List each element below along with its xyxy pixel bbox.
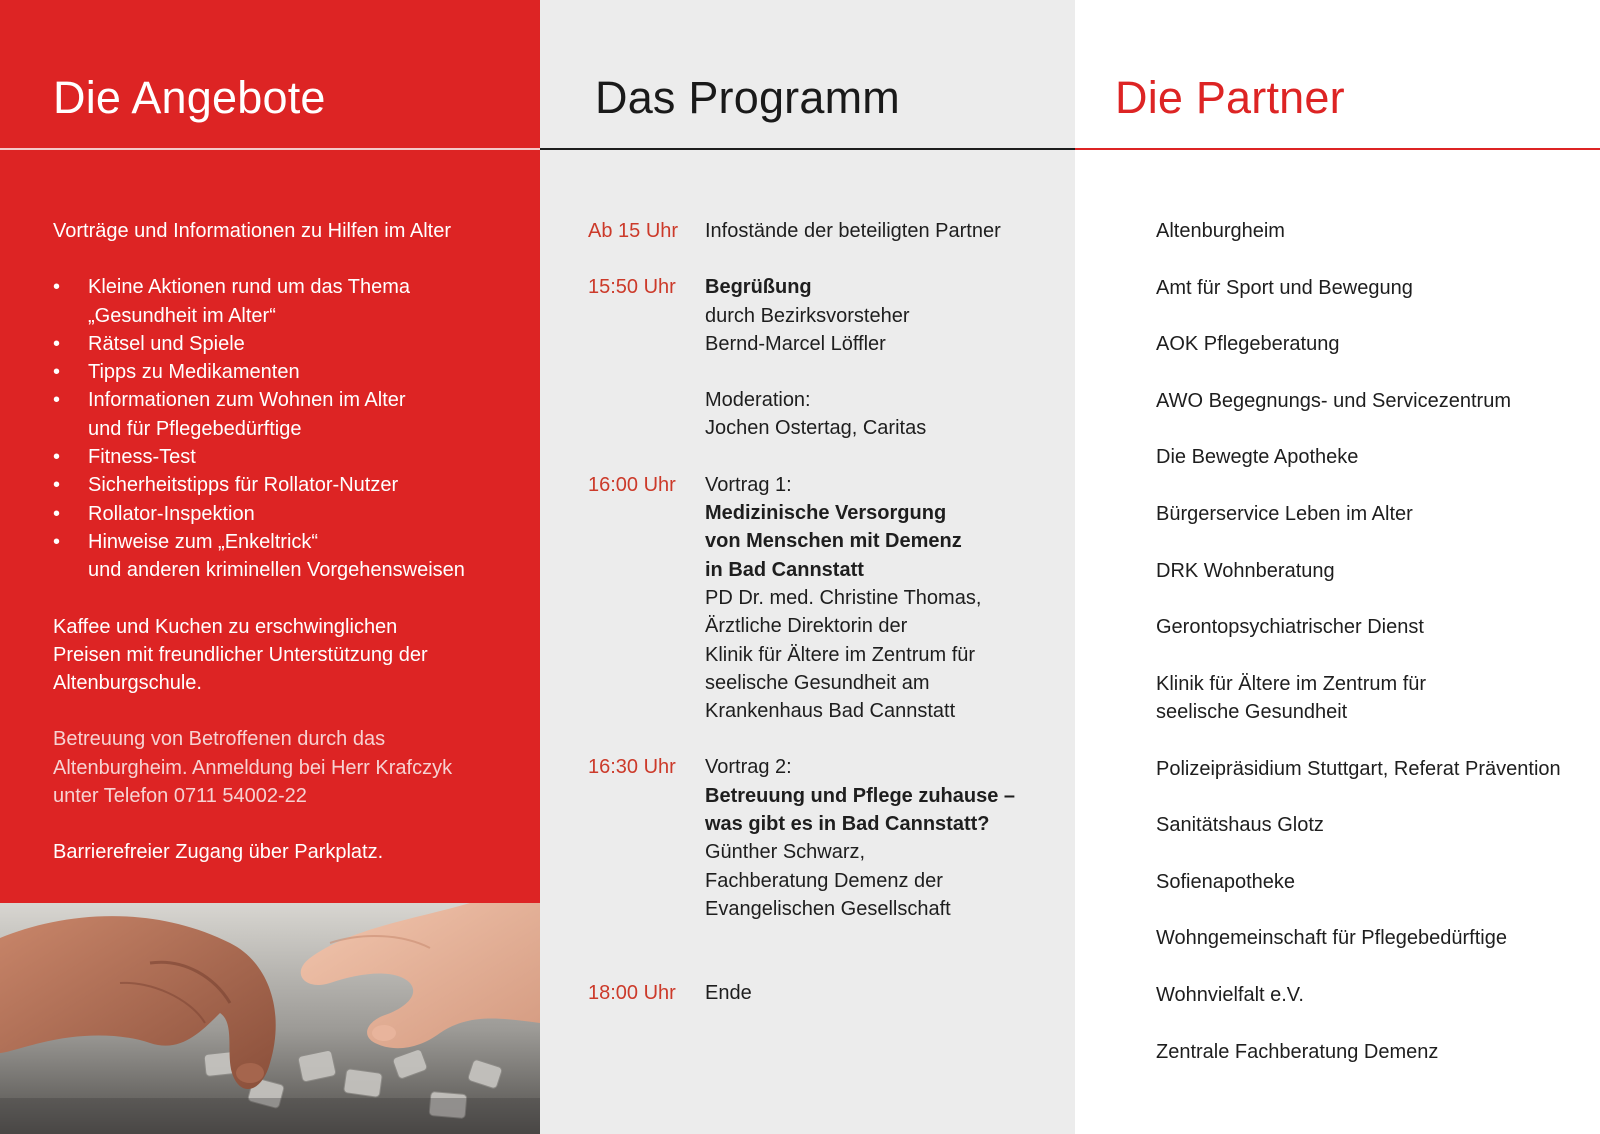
- angebote-divider: [0, 148, 540, 150]
- partner-item: Klinik für Ältere im Zentrum für seelische Gesundheit: [1156, 672, 1427, 724]
- partner-item: AWO Begegnungs- und Servicezentrum: [1156, 389, 1511, 412]
- list-item: • Fitness-Test: [53, 443, 523, 471]
- partner-item: Sofienapotheke: [1156, 870, 1296, 893]
- bullet-icon: •: [53, 530, 61, 553]
- partner-list: [1156, 217, 1596, 1094]
- bullet-icon: •: [53, 446, 61, 469]
- partner-column: [1075, 0, 1600, 1134]
- hands-puzzle-image: [0, 903, 540, 1134]
- angebote-title: Die Angebote: [53, 72, 326, 123]
- partner-item: Wohnvielfalt e.V.: [1156, 984, 1304, 1007]
- programm-description: Vortrag 1: Medizinische Versorgung von Menschen mit Demenz in Bad Cannstatt PD Dr. med. Christine Thomas, Ärztliche Direktorin der Klinik für Ältere im Zentrum für seelische Gesundheit am Krankenhaus Bad Cannstatt: [705, 473, 982, 723]
- programm-title: Das Programm: [595, 72, 900, 123]
- programm-time: 16:00 Uhr: [588, 473, 676, 496]
- hands-puzzle-photo: [0, 903, 540, 1134]
- angebote-column: [0, 0, 540, 1134]
- programm-item: [588, 273, 1058, 442]
- angebote-content: [53, 217, 523, 867]
- programm-item: [588, 217, 1058, 245]
- partner-item: Altenburgheim: [1156, 220, 1285, 242]
- bullet-icon: •: [53, 502, 61, 525]
- partner-item: Gerontopsychiatrischer Dienst: [1156, 616, 1424, 639]
- partner-item: Bürgerservice Leben im Alter: [1156, 502, 1413, 525]
- partner-item: Polizeipräsidium Stuttgart, Referat Prävention: [1156, 757, 1561, 780]
- programm-item: [588, 979, 1058, 1007]
- bullet-icon: •: [53, 361, 61, 384]
- partner-title: Die Partner: [1115, 72, 1345, 123]
- partner-item: DRK Wohnberatung: [1156, 559, 1335, 582]
- partner-item: Zentrale Fachberatung Demenz: [1156, 1040, 1439, 1063]
- bullet-icon: •: [53, 276, 61, 299]
- programm-time: Ab 15 Uhr: [588, 220, 679, 242]
- programm-description: Ende: [705, 982, 752, 1005]
- programm-schedule: [588, 217, 1058, 1036]
- list-item: • Hinweise zum „Enkeltrick“ und anderen kriminellen Vorgehensweisen: [53, 528, 523, 585]
- list-item: • Tipps zu Medikamenten: [53, 358, 523, 386]
- angebote-list: [53, 273, 523, 584]
- betreuung-text: Betreuung von Betroffenen durch das Altenburgheim. Anmeldung bei Herr Krafczyk unter Telefon 0711 54002-22: [53, 728, 453, 808]
- programm-description: Begrüßung durch Bezirksvorsteher Bernd-Marcel Löffler Moderation: Jochen Ostertag, Caritas: [705, 276, 927, 440]
- kaffee-text: Kaffee und Kuchen zu erschwinglichen Preisen mit freundlicher Unterstützung der Altenburgschule.: [53, 615, 428, 695]
- programm-column: [540, 0, 1075, 1134]
- partner-item: Amt für Sport und Bewegung: [1156, 276, 1413, 299]
- list-item: • Rätsel und Spiele: [53, 330, 523, 358]
- list-item: • Kleine Aktionen rund um das Thema „Gesundheit im Alter“: [53, 273, 523, 330]
- partner-item: Sanitätshaus Glotz: [1156, 814, 1324, 837]
- list-item: • Sicherheitstipps für Rollator-Nutzer: [53, 471, 523, 499]
- bullet-icon: •: [53, 332, 61, 355]
- partner-item: Die Bewegte Apotheke: [1156, 446, 1359, 469]
- programm-item: [588, 753, 1058, 923]
- programm-divider: [540, 148, 1075, 150]
- list-item: • Informationen zum Wohnen im Alter und für Pflegebedürftige: [53, 386, 523, 443]
- programm-time: 18:00 Uhr: [588, 982, 676, 1005]
- list-item: • Rollator-Inspektion: [53, 500, 523, 528]
- barriere-text: Barrierefreier Zugang über Parkplatz.: [53, 841, 384, 864]
- bullet-icon: •: [53, 389, 61, 412]
- bullet-icon: •: [53, 474, 61, 497]
- partner-item: AOK Pflegeberatung: [1156, 333, 1340, 356]
- programm-item: [588, 471, 1058, 726]
- partner-item: Wohngemeinschaft für Pflegebedürftige: [1156, 927, 1507, 950]
- programm-description: Vortrag 2: Betreuung und Pflege zuhause – was gibt es in Bad Cannstatt? Günther Schwarz, Fachberatung Demenz der Evangelischen Gesellschaft: [705, 756, 1016, 920]
- partner-divider: [1075, 148, 1600, 150]
- programm-description: Infostände der beteiligten Partner: [705, 220, 1001, 242]
- programm-time: 15:50 Uhr: [588, 276, 676, 299]
- angebote-intro: Vorträge und Informationen zu Hilfen im Alter: [53, 220, 451, 242]
- programm-time: 16:30 Uhr: [588, 756, 676, 779]
